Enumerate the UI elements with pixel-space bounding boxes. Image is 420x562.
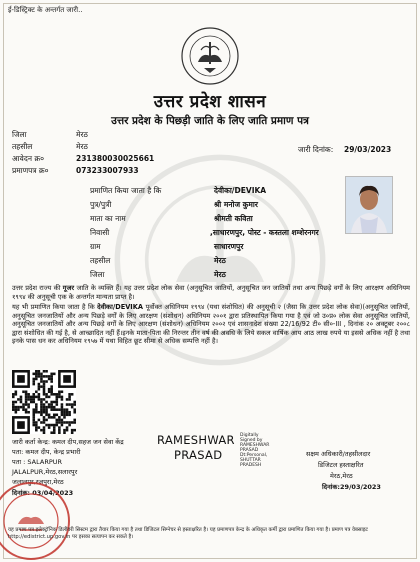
- tehsil-value: मेरठ: [76, 142, 88, 151]
- intro-text: प्रमाणित किया जाता है कि: [90, 186, 162, 195]
- authority-place: मेरठ,मेरठ: [330, 472, 353, 480]
- detail-district-label: जिला: [90, 270, 105, 279]
- tehsil-label: तहसील: [12, 142, 33, 151]
- p2-end: पूर्वोक्त अधिनियम १९९४ (यथा संशोधित) की अनुसूची २ (जैसा कि उत्तर प्रदेश लोक सेवा)(अनुसूचित जातियों, अनुसूचित जनजातियों और अन्य पिछड़े वर्गों के लिए आरक्षण (संशोधन) अधिनियम २००१ द्वारा प्रतिस्थापित किया गया है एवं जो उ०प्र० लोक सेवा अनुसूचित जातियों, अनुसूचित जनजातियों और अन्य पिछड़े वर्गों के लिए आरक्षण (संशोधन) अधिनियम २००२ एवं शासनादेश संख्या 22/16/92 टी० सी०-III , दिनांक २० अक्टूबर २००८ द्वारा संशोधित की गई है, से आच्छादित नहीं हैं।इनके माता-पिता की निरन्तर तीन वर्ष की अवधि के लिये सकल वार्षिक आय आठ लाख रुपये या इससे अधिक नहीं है तथा इनके पास धन कर अधिनियम १९५७ में यथा विहित छूट सीमा से अधिक सम्पत्ति नहीं है।: [12, 303, 410, 346]
- person-photo-icon: [346, 177, 392, 233]
- detail-tehsil-label: तहसील: [90, 256, 111, 265]
- issuer-date: दिनांक: 03/04/2023: [12, 489, 74, 497]
- official-seal-icon: [0, 480, 72, 562]
- p1-start: उत्तर प्रदेश राज्य की: [12, 284, 63, 292]
- signatory-name-line2: PRASAD: [174, 448, 223, 462]
- father-label: पुत्र/पुत्री: [90, 200, 112, 209]
- holder-photo: [345, 176, 393, 234]
- district-label: जिला: [12, 130, 27, 139]
- issue-date-label: जारी दिनांक:: [298, 145, 334, 154]
- issuer-address-3: जलालपुर,रजपुरा,मेरठ: [12, 478, 64, 486]
- mother-label: माता का नाम: [90, 214, 126, 223]
- village-label: ग्राम: [90, 242, 101, 251]
- up-government-emblem-icon: [180, 26, 240, 86]
- certificate-label: प्रमाणपत्र क्र०: [12, 166, 49, 175]
- application-label: आवेदन क्र०: [12, 154, 45, 163]
- p1-end: जाति के व्यक्ति हैं। यह उत्तर प्रदेश लोक सेवा (अनुसूचित जातियों, अनुसूचित जन जातियों तथा अन्य पिछड़े वर्गों के लिए आरक्षण अधिनियम १९९४ की अनुसूची एक के अन्तर्गत मान्यता प्राप्त है।: [12, 284, 410, 301]
- resident-label: निवासी: [90, 228, 110, 237]
- district-value: मेरठ: [76, 130, 88, 139]
- top-note: ई-डिस्ट्रिक्ट के अन्तर्गत जारी..: [8, 6, 83, 14]
- signatory-name-line1: RAMESHWAR: [157, 433, 235, 447]
- caste-name: गूजर: [62, 284, 75, 292]
- village-value: साधारणपुर: [214, 242, 244, 251]
- certificate-number: 073233007933: [76, 166, 139, 175]
- authority-subtitle: डिजिटल हस्ताक्षरित: [318, 461, 364, 469]
- authority-title: सक्षम अधिकारी/तहसीलदार: [306, 450, 371, 458]
- header-title: उत्तर प्रदेश शासन: [153, 92, 267, 112]
- detail-district-value: मेरठ: [214, 270, 226, 279]
- resident-value: ,साधारणपुर, पोस्ट - कस्तला शम्शेरनगर: [210, 228, 319, 237]
- digital-signature-details: Digitally Signed by RAMESHWAR PRASAD Dt:Personal, SHUTTAR PRADESH: [240, 433, 270, 468]
- detail-tehsil-value: मेरठ: [214, 256, 226, 265]
- qr-code: [12, 370, 76, 434]
- p2-holder-name: देवीका/DEVIKA: [97, 303, 143, 311]
- issuing-center: जारी कर्ता केन्द्र: कमल दीप,सहज जन सेवा केंद्र: [12, 438, 124, 446]
- authority-date: दिनांक:29/03/2023: [322, 483, 381, 491]
- application-number: 231380030025661: [76, 154, 155, 163]
- center-in-charge: पता: कमल दीप, केन्द्र प्रभारी: [12, 448, 81, 456]
- issuer-address-1: पता : SALARPUR: [12, 458, 63, 466]
- p2-start: यह भी प्रमाणित किया जाता है कि: [12, 303, 98, 311]
- certification-paragraph: [12, 303, 410, 346]
- holder-name: देवीका/DEVIKA: [214, 186, 267, 195]
- caste-paragraph: [12, 284, 410, 301]
- header-subtitle: उत्तर प्रदेश के पिछड़ी जाति के लिए जाति प्रमाण पत्र: [111, 115, 309, 127]
- mother-name: श्रीमती कविता: [214, 214, 253, 223]
- footnote: यह प्रमाण पत्र इलेक्ट्रॉनिक डिलीवरी सिस्टम द्वारा तैयार किया गया है तथा डिजिटल सिग्नेचर से हस्ताक्षरित है। यह प्रमाणपत्र केन्द्र के अधिकृत कर्मी द्वारा प्रमाणित किया गया है। प्रमाण पत्र वेबसाइट http://edistrict.up.gov.in पर इसका सत्यापन कर सकते है।: [8, 527, 368, 540]
- issue-date-value: 29/03/2023: [344, 145, 392, 154]
- father-name: श्री मनोज कुमार: [214, 200, 258, 209]
- issuer-address-2: JALALPUR,मेरठ,सलारपुर: [12, 468, 78, 476]
